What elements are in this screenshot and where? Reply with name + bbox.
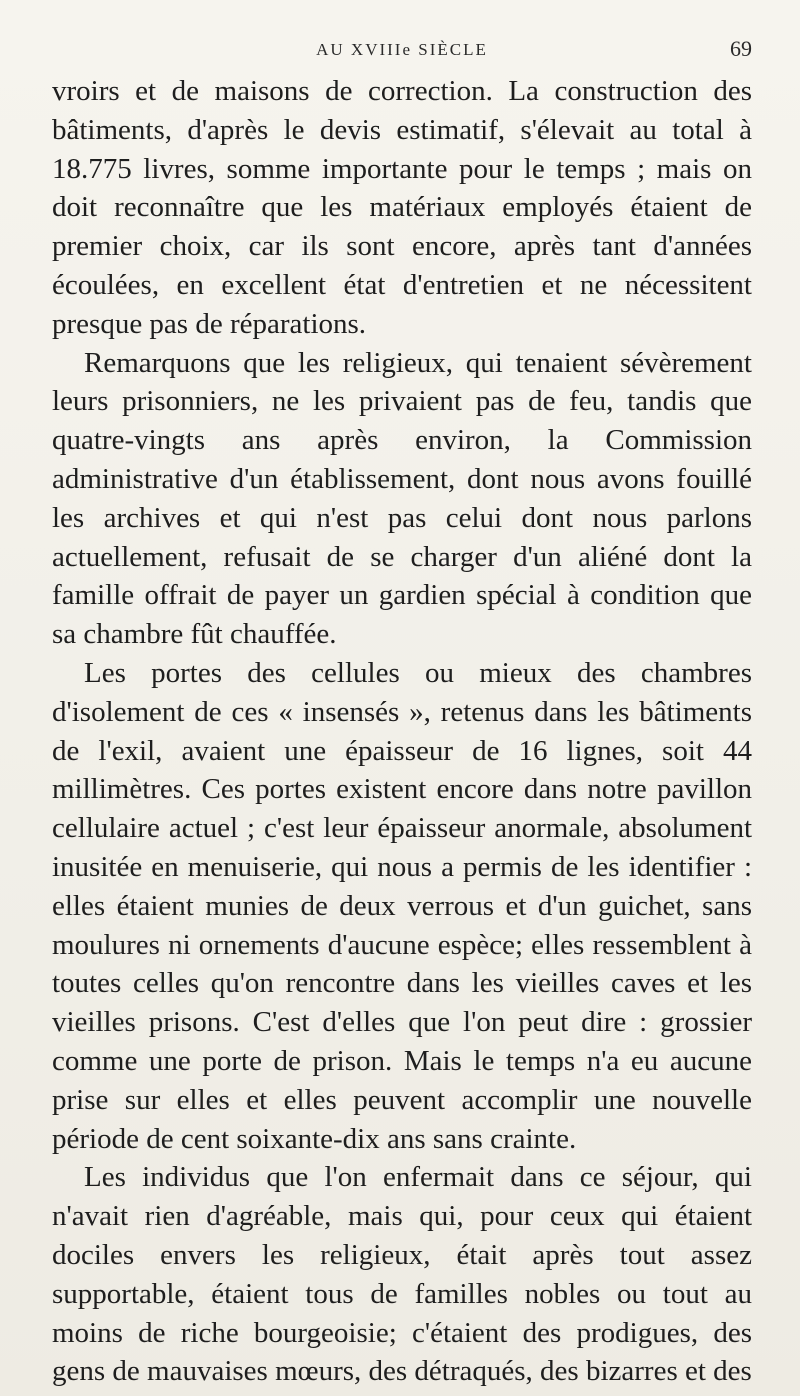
running-head (52, 0, 752, 72)
paragraph: Les individus que l'on enfermait dans ce séjour, qui n'avait rien d'agréable, mais qui, pour ceux qui étaient dociles envers les religieux, était après tout assez supportable, étaient tous de familles nobles ou tout au moins de riche bourgeoisie; c'étaient des prodigues, des gens de mauvaises mœurs, des détraqués, des bizarres et des (52, 1161, 752, 1388)
running-title: AU XVIIIe SIÈCLE (316, 40, 488, 59)
body-text (52, 72, 752, 1391)
paragraph: Les portes des cellules ou mieux des chambres d'isolement de ces « insensés », retenus dans les bâtiments de l'exil, avaient une épaisseur de 16 lignes, soit 44 millimètres. Ces portes existent encore dans notre pavillon cellulaire actuel ; c'est leur épaisseur anormale, absolument inusitée en menuiserie, qui nous a permis de les identifier : elles étaient munies de deux verrous et d'un guichet, sans moulures ni ornements d'aucune espèce; elles ressemblent à toutes celles qu'on rencontre dans les vieilles caves et les vieilles prisons. C'est d'elles que l'on peut dire : grossier comme une porte de prison. Mais le temps n'a eu aucune prise sur elles et elles peuvent accomplir une nouvelle période de cent soixante-dix ans sans crainte. (52, 656, 752, 1155)
page-number: 69 (730, 36, 752, 61)
paragraph: Remarquons que les religieux, qui tenaient sévèrement leurs prisonniers, ne les privaient pas de feu, tandis que quatre-vingts ans après environ, la Commission administrative d'un établissement, dont nous avons fouillé les archives et qui n'est pas celui dont nous parlons actuellement, refusait de se charger d'un aliéné dont la famille offrait de payer un gardien spécial à condition que sa chambre fût chauffée. (52, 346, 752, 651)
paragraph-continued: vroirs et de maisons de correction. La construction des bâtiments, d'après le devis estimatif, s'élevait au total à 18.775 livres, somme importante pour le temps ; mais on doit reconnaître que les matériaux employés étaient de premier choix, car ils sont encore, après tant d'années écoulées, en excellent état d'entretien et ne nécessitent presque pas de réparations. (52, 75, 752, 340)
